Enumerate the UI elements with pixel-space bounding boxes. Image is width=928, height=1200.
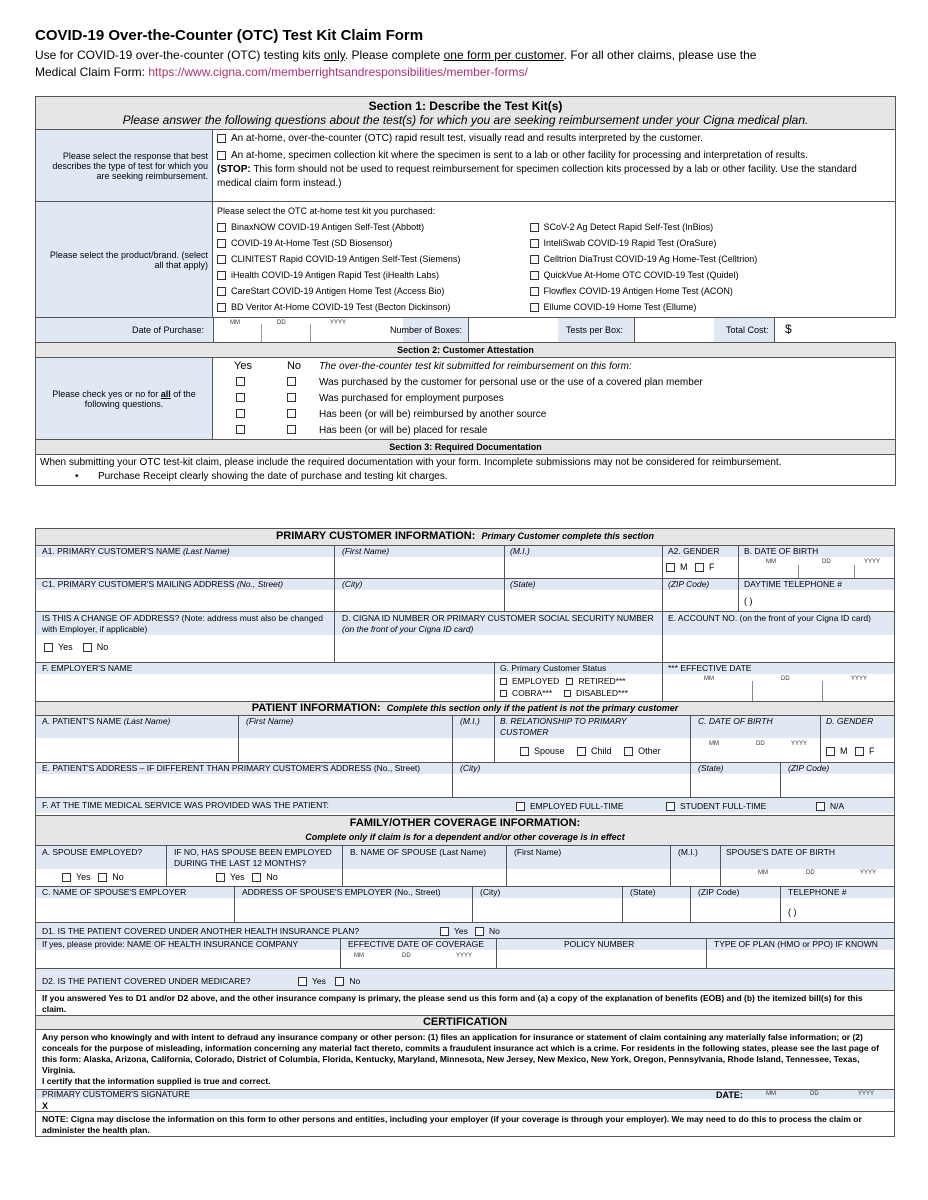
checkbox[interactable] [530,287,539,296]
checkbox[interactable] [217,239,226,248]
first-name-label: (First Name) [342,546,390,556]
checkbox[interactable] [217,223,226,232]
spouse-mi-label: (M.I.) [678,847,698,857]
product-label: CareStart COVID-19 Antigen Home Test (Access Bio) [231,286,445,296]
checkbox[interactable] [530,239,539,248]
product-option[interactable] [530,267,892,283]
receipt-bullet: • Purchase Receipt clearly showing the date of purchase and testing kit charges. [75,471,448,482]
checkbox[interactable] [217,134,226,143]
spouse-dob-label: SPOUSE'S DATE OF BIRTH [726,847,835,857]
primary-first-name-field[interactable] [334,557,504,577]
d1-options[interactable]: Yes No [440,926,500,936]
product-option[interactable] [217,219,522,235]
date-of-purchase-field[interactable]: MM DD YYYY [213,318,403,342]
primary-address-field[interactable] [36,590,334,610]
product-option[interactable] [217,251,522,267]
product-label: QuickVue At-Home OTC COVID-19 Test (Quidel) [543,270,739,280]
yes-checkbox[interactable] [236,425,245,434]
a1-name-label: A1. PRIMARY CUSTOMER'S NAME (Last Name) [42,546,230,556]
no-checkbox[interactable] [287,425,296,434]
product-option[interactable] [530,283,892,299]
form-title: COVID-19 Over-the-Counter (OTC) Test Kit Claim Form [35,27,424,44]
product-label: BD Veritor At-Home COVID-19 Test (Becton Dickinson) [231,302,451,312]
relationship-label: B. RELATIONSHIP TO PRIMARY CUSTOMER [500,716,627,737]
account-label: E. ACCOUNT NO. (on the front of your Cigna ID card) [668,613,871,623]
attestation-question: Has been (or will be) placed for resale [319,424,488,436]
option-specimen-kit[interactable]: An at-home, specimen collection kit where the specimen is sent to a lab or other facility for processing and interpretation of results. [217,149,891,163]
d1-label: D1. IS THE PATIENT COVERED UNDER ANOTHER HEALTH INSURANCE PLAN? [42,926,360,936]
status-label: G. Primary Customer Status [500,663,607,673]
plan-type-label: TYPE OF PLAN (HMO or PPO) IF KNOWN [714,939,878,949]
product-option[interactable] [217,235,522,251]
checkbox[interactable] [217,287,226,296]
attestation-row [213,406,895,422]
checkbox[interactable] [530,303,539,312]
spouse-zip-label: (ZIP Code) [698,887,740,897]
patient-address-label: E. PATIENT'S ADDRESS – IF DIFFERENT THAN PRIMARY CUSTOMER'S ADDRESS (No., Street) [42,763,421,773]
spouse-city-label: (City) [480,887,501,897]
spouse-prior-options[interactable]: Yes No [216,872,278,882]
employed-fulltime-option[interactable]: EMPLOYED FULL-TIME [516,801,624,811]
medical-claim-form-link[interactable]: https://www.cigna.com/memberrightsandresponsibilities/member-forms/ [148,65,528,79]
no-checkbox[interactable] [287,377,296,386]
gender-options[interactable]: M F [666,562,715,572]
other-insurance-note: If you answered Yes to D1 and/or D2 above, and the other insurance company is primary, the please send us this form and (a) a copy of the explanation of benefits (EOB) and (b) the itemized bill(s) for this claim. [36,990,894,1017]
disclosure-note: NOTE: Cigna may disclose the information on this form to other persons and entities, including your employer (if your coverage is through your employer). We may need to do this to process the claim or administer the health plan. [36,1111,894,1138]
spouse-state-label: (State) [630,887,656,897]
section-1-header: Section 1: Describe the Test Kit(s) Please answer the following questions about the test(s) for which you are seeking reimbursement under your Cigna medical plan. [36,97,896,130]
service-status-label: F. AT THE TIME MEDICAL SERVICE WAS PROVIDED WAS THE PATIENT: [42,800,329,810]
product-option[interactable] [217,267,522,283]
signature-label: PRIMARY CUSTOMER'S SIGNATURE [42,1089,190,1099]
checkbox[interactable] [217,151,226,160]
patient-dob-label: C. DATE OF BIRTH [698,716,773,726]
section-3-header: Section 3: Required Documentation [36,440,896,455]
date-label: DATE: [716,1090,743,1100]
yes-checkbox[interactable] [236,377,245,386]
na-option[interactable]: N/A [816,801,844,811]
certification-text: Any person who knowingly and with intent to defraud any insurance company or other person: (1) files an application for insurance or statement of claim containing any materially false information; or (2) conceals for the purpose of misleading, information concerning any material fact thereto, commits a fraudulent insurance act which is a crime. For residents in the following states, please see the last page of this form: Alaska, Arizona, California, Colorado, District of Columbia, Florida, Kentucky, Maryland, Minnesota, New Jersey, New Mexico, New York, Oregon, Pennsylvania, Rhode Island, Tennessee, Texas, Virginia. I certify that the information supplied is true and correct. [36,1029,894,1089]
attestation-row [213,422,895,438]
product-label: Flowflex COVID-19 Antigen Home Test (ACON) [543,286,733,296]
checkbox[interactable] [530,223,539,232]
tests-per-box-label: Tests per Box: [566,325,624,335]
product-label: BinaxNOW COVID-19 Antigen Self-Test (Abbott) [231,222,425,232]
product-label: CLINITEST Rapid COVID-19 Antigen Self-Test (Siemens) [231,254,461,264]
status-options[interactable]: EMPLOYED RETIRED*** COBRA*** DISABLED*** [500,675,628,699]
product-label: SCoV-2 Ag Detect Rapid Self-Test (InBios) [543,222,714,232]
employer-label: F. EMPLOYER'S NAME [42,663,133,673]
spouse-employed-label: A. SPOUSE EMPLOYED? [42,847,143,857]
spouse-employer-address-label: ADDRESS OF SPOUSE'S EMPLOYER (No., Street) [242,887,441,897]
date-of-purchase-label: Date of Purchase: [132,325,205,335]
documentation-text: When submitting your OTC test-kit claim, please include the required documentation with your form. Incomplete submissions may not be considered for reimbursement. [40,457,782,468]
coverage-date-label: EFFECTIVE DATE OF COVERAGE [348,939,484,949]
patient-first-label: (First Name) [246,716,294,726]
phone-label: DAYTIME TELEPHONE # [744,579,842,589]
attestation-header: The over-the-counter test kit submitted for reimbursement on this form: [319,360,632,372]
checkbox[interactable] [217,271,226,280]
relationship-options[interactable]: Spouse Child Other [520,746,661,756]
cigna-id-label: D. CIGNA ID NUMBER OR PRIMARY CUSTOMER SOCIAL SECURITY NUMBER (on the front of your Cigna ID card) [342,613,654,634]
spouse-name-label: B. NAME OF SPOUSE (Last Name) [350,847,487,857]
form-intro: Use for COVID-19 over-the-counter (OTC) testing kits only. Please complete one form per customer. For all other claims, please use the Medical Claim Form: https://www.cigna.com/memberrightsandresponsibilities/member-forms/ [35,48,757,79]
mi-label: (M.I.) [510,546,530,556]
change-address-label: IS THIS A CHANGE OF ADDRESS? (Note: address must also be changed with Employer, if applicable) [42,613,323,634]
yes-column-header: Yes [234,360,252,372]
attestation-question: Has been (or will be) reimbursed by another source [319,408,547,420]
product-label: Celltrion DiaTrust COVID-19 Ag Home-Test (Celltrion) [543,254,758,264]
spouse-tel-label: TELEPHONE # [788,887,847,897]
family-header: FAMILY/OTHER COVERAGE INFORMATION: Complete only if claim is for a dependent and/or other coverage is in effect [36,815,894,845]
claim-detail-form: PRIMARY CUSTOMER INFORMATION: Primary Customer complete this section A1. PRIMARY CUSTOMER'S NAME (Last Name) (First Name) (M.I.) A2. GENDER B. DATE OF BIRTH M F MM DD YYYY C1. PRIMARY CUSTOMER'S MAILING ADDRESS (No., Street) (City) (State) (ZIP Code) DAYTIME TELEPHONE # ( ) IS THIS A CHANGE OF ADDRESS? (Note: address must also be changed with Employer, if applicable) D. CIGNA ID NUMBER OR PRIMARY CUSTOMER SOCIAL SECURITY NUMBER (on the front of your Cigna ID card) E. ACCOUNT NO. (on the front of your Cigna ID card) Yes No F. EMPLOYER'S NAME G. Primary Customer Status *** EFFECTIVE DATE EMPLOYED RETIRED*** COBRA*** DISABLED*** MM DD YYYY PATIENT INFORMATION: Complete this section only if the patient is not the primary customer A. PATIENT'S NAME (Last Name) (First Name) (M.I.) B. RELATIONSHIP TO PRIMARY CUSTOMER C. DATE OF BIRTH D. GENDER Spouse Child Other MM DD YYYY M F E. PATIENT'S ADDRESS – IF DIFFERENT THAN PRIMARY CUSTOMER'S ADDRESS (No., Street) (City) (State) (ZIP Code) F. AT THE TIME MEDICAL SERVICE WAS PROVIDED WAS THE PATIENT: EMPLOYED FULL-TIME STUDENT FULL-TIME N/A FAMILY/OTHER COVERAGE INFORMATION: Complete only if claim is for a dependent and/or other coverage is in effect A. SPOUSE EMPLOYED? IF NO, HAS SPOUSE BEEN EMPLOYED DURING THE LAST 12 MONTHS? B. NAME OF SPOUSE (Last Name) (First Name) (M.I.) SPOUSE'S DATE OF BIRTH Yes No Yes No MM DD YYYY C. NAME OF SPOUSE'S EMPLOYER ADDRESS OF SPOUSE'S EMPLOYER (No., Street) (City) (State) (ZIP Code) TELEPHONE # ( ) D1. IS THE PATIENT COVERED UNDER ANOTHER HEALTH INSURANCE PLAN? Yes No If yes, please provide: NAME OF HEALTH INSURANCE COMPANY EFFECTIVE DATE OF COVERAGE POLICY NUMBER TYPE OF PLAN (HMO or PPO) IF KNOWN MM DD YYYY D2. IS THE PATIENT COVERED UNDER MEDICARE? Yes No If you answered Yes to D1 and/or D2 above, and the other insurance company is primary, the please send us this form and (a) a copy of the explanation of benefits (EOB) and (b) the itemized bill(s) for this claim. CERTIFICATION Any person who knowingly and with intent to defraud any insurance company or other person: (1) files an application for insurance or statement of claim containing any materially false information; or (2) conceals for the purpose of misleading, information concerning any material fact thereto, commits a fraudulent insurance act which is a crime. For residents in the following states, please see the last page of this form: Alaska, Arizona, California, Colorado, District of Columbia, Florida, Kentucky, Maryland, Minnesota, New Jersey, New Mexico, New York, Oregon, Pennsylvania, Rhode Island, Tennessee, Texas, Virginia. I certify that the information supplied is true and correct. PRIMARY CUSTOMER'S SIGNATURE X DATE: MM DD YYYY NOTE: Cigna may disclose the information on this form to other persons and entities, including your employer (if your coverage is through your employer). We may need to do this to process the claim or administer the health plan. [35,528,895,1137]
boxes-field[interactable] [468,318,558,342]
product-option[interactable] [217,299,522,315]
no-column-header: No [286,360,302,372]
certification-header: CERTIFICATION [36,1015,894,1029]
product-option[interactable] [530,219,892,235]
product-label: InteliSwab COVID-19 Rapid Test (OraSure) [543,238,717,248]
tests-per-box-field[interactable] [634,318,714,342]
product-option[interactable] [530,235,892,251]
patient-header: PATIENT INFORMATION: Complete this section only if the patient is not the primary customer [36,701,894,715]
patient-state-label: (State) [698,763,724,773]
no-checkbox[interactable] [287,409,296,418]
spouse-first-label: (First Name) [514,847,562,857]
option-otc-rapid[interactable]: An at-home, over-the-counter (OTC) rapid result test, visually read and results interpreted by the customer. [217,132,891,146]
attestation-row [213,390,895,406]
patient-gender-options[interactable]: M F [826,746,875,756]
product-intro: Please select the OTC at-home test kit you purchased: [217,206,436,216]
yes-checkbox[interactable] [236,409,245,418]
checkbox[interactable] [217,255,226,264]
primary-header: PRIMARY CUSTOMER INFORMATION: Primary Customer complete this section [36,529,894,545]
dob-label: B. DATE OF BIRTH [744,546,819,556]
phone-field[interactable]: ( ) [744,596,753,606]
attestation-question: Was purchased for employment purposes [319,392,504,404]
product-option[interactable] [530,299,892,315]
policy-number-label: POLICY NUMBER [564,939,635,949]
student-fulltime-option[interactable]: STUDENT FULL-TIME [666,801,766,811]
product-option[interactable] [530,251,892,267]
section-2-header: Section 2: Customer Attestation [36,343,896,358]
total-cost-field[interactable]: $ [774,318,896,342]
checkbox[interactable] [530,255,539,264]
primary-last-name-field[interactable] [36,557,334,577]
spouse-phone-field[interactable]: ( ) [788,907,797,917]
spouse-employer-label: C. NAME OF SPOUSE'S EMPLOYER [42,887,187,897]
gender-label: A2. GENDER [668,546,720,556]
boxes-label: Number of Boxes: [390,325,463,335]
patient-gender-label: D. GENDER [826,716,874,726]
attestation-label: Please check yes or no for all of the following questions. [36,358,213,440]
patient-name-label: A. PATIENT'S NAME (Last Name) [42,716,171,726]
c1-address-label: C1. PRIMARY CUSTOMER'S MAILING ADDRESS (No., Street) [42,579,284,589]
checkbox[interactable] [530,271,539,280]
product-option[interactable] [217,283,522,299]
product-label: COVID-19 At-Home Test (SD Biosensor) [231,238,393,248]
patient-mi-label: (M.I.) [460,716,480,726]
patient-zip-label: (ZIP Code) [788,763,830,773]
zip-label: (ZIP Code) [668,579,710,589]
effective-date-label: *** EFFECTIVE DATE [668,663,752,673]
spouse-prior-employed-label: IF NO, HAS SPOUSE BEEN EMPLOYED DURING THE LAST 12 MONTHS? [174,847,332,868]
product-label: iHealth COVID-19 Antigen Rapid Test (iHealth Labs) [231,270,439,280]
insurer-name-label: If yes, please provide: NAME OF HEALTH INSURANCE COMPANY [42,939,299,949]
section-1-3-table [35,96,896,486]
signature-field[interactable]: X [42,1101,49,1111]
d2-label: D2. IS THE PATIENT COVERED UNDER MEDICARE? [42,976,251,986]
change-address-options[interactable]: Yes No [44,642,108,652]
attestation-question: Was purchased by the customer for personal use or the use of a covered plan member [319,376,703,388]
yes-checkbox[interactable] [236,393,245,402]
product-label: Please select the product/brand. (select all that apply) [36,202,213,318]
patient-city-label: (City) [460,763,481,773]
primary-mi-field[interactable] [504,557,662,577]
test-type-label: Please select the response that best describes the type of test for which you are seeking reimbursement. [36,130,213,202]
city-label: (City) [342,579,363,589]
spouse-employed-options[interactable]: Yes No [62,872,124,882]
state-label: (State) [510,579,536,589]
total-cost-label: Total Cost: [726,325,769,335]
stop-note: (STOP: This form should not be used to request reimbursement for specimen collection kits processed by a lab or other facility. Use the standard medical claim form instead.) [217,164,857,189]
no-checkbox[interactable] [287,393,296,402]
attestation-row [213,374,895,390]
checkbox[interactable] [217,303,226,312]
d2-options[interactable]: Yes No [298,976,360,986]
product-label: Ellume COVID-19 Home Test (Ellume) [543,302,697,312]
